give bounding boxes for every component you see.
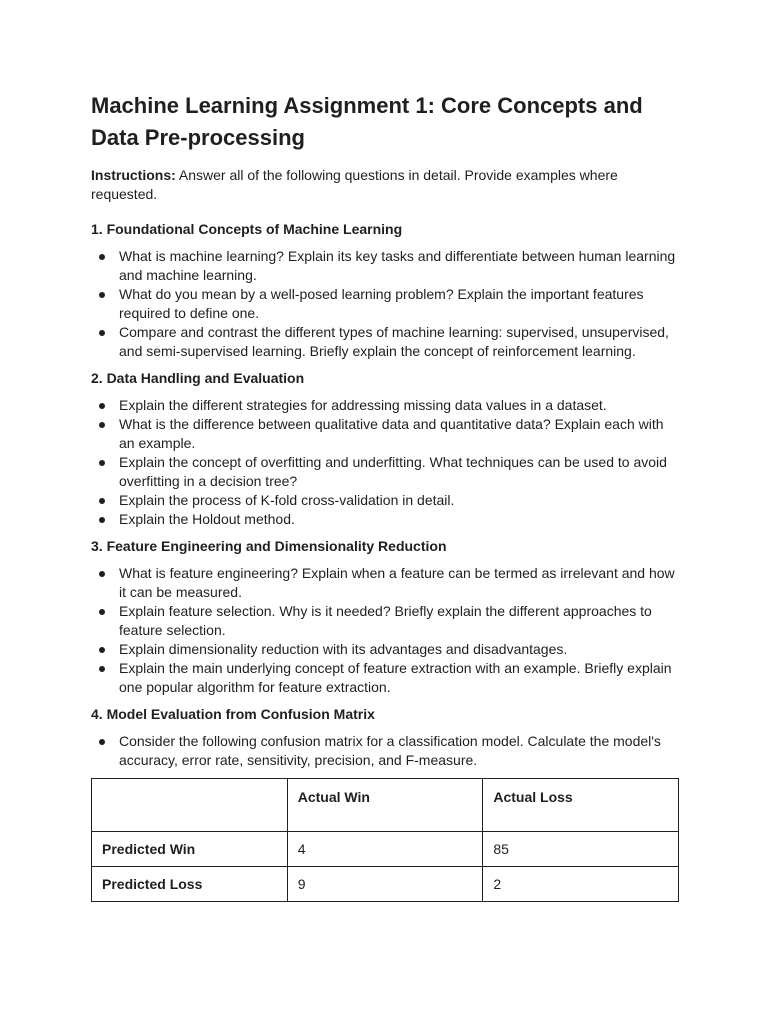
- table-header-cell: Actual Win: [287, 779, 483, 832]
- bullet-icon: [99, 739, 105, 745]
- list-item-text: Explain dimensionality reduction with its advantages and disadvantages.: [119, 641, 568, 657]
- list-item: [91, 640, 681, 659]
- list-item-text: What is the difference between qualitative data and quantitative data? Explain each with an example.: [119, 416, 664, 451]
- list-item: [91, 564, 681, 602]
- list-item-text: Explain the process of K-fold cross-validation in detail.: [119, 492, 455, 508]
- list-item-text: Consider the following confusion matrix for a classification model. Calculate the model's accuracy, error rate, sensitivity, precision, and F-measure.: [119, 733, 661, 768]
- list-item-text: What is machine learning? Explain its key tasks and differentiate between human learning and machine learning.: [119, 248, 676, 283]
- section-heading-1: 1. Foundational Concepts of Machine Learning: [91, 221, 403, 237]
- bullet-icon: [99, 498, 105, 504]
- table-header-row: [92, 779, 679, 832]
- bullet-icon: [99, 647, 105, 653]
- instructions-text: Answer all of the following questions in detail. Provide examples where requested.: [91, 167, 618, 202]
- list-item-text: What do you mean by a well-posed learning problem? Explain the important features required to define one.: [119, 286, 644, 321]
- instructions-paragraph: [91, 166, 681, 204]
- table-cell: 9: [287, 867, 483, 902]
- list-item: [91, 415, 681, 453]
- list-item: [91, 247, 681, 285]
- table-row-label: Predicted Win: [92, 832, 288, 867]
- bullet-icon: [99, 460, 105, 466]
- section-4-list: [91, 732, 681, 770]
- list-item: [91, 323, 681, 361]
- table-header-cell: Actual Loss: [483, 779, 679, 832]
- list-item-text: Explain the main underlying concept of feature extraction with an example. Briefly explain one popular algorithm for feature extraction.: [119, 660, 672, 695]
- table-row: [92, 867, 679, 902]
- bullet-icon: [99, 254, 105, 260]
- section-2-list: [91, 396, 681, 529]
- table-row: [92, 832, 679, 867]
- list-item: [91, 510, 681, 529]
- section-1-list: [91, 247, 681, 361]
- section-heading-4: 4. Model Evaluation from Confusion Matrix: [91, 706, 375, 722]
- list-item-text: What is feature engineering? Explain when a feature can be termed as irrelevant and how it can be measured.: [119, 565, 675, 600]
- bullet-icon: [99, 422, 105, 428]
- list-item: [91, 396, 681, 415]
- section-heading-3: 3. Feature Engineering and Dimensionality Reduction: [91, 538, 447, 554]
- table-header-cell: [92, 779, 288, 832]
- list-item: [91, 491, 681, 510]
- list-item-text: Explain the concept of overfitting and underfitting. What techniques can be used to avoid overfitting in a decision tree?: [119, 454, 667, 489]
- table-cell: 85: [483, 832, 679, 867]
- table-row-label: Predicted Loss: [92, 867, 288, 902]
- bullet-icon: [99, 571, 105, 577]
- assignment-document: [91, 90, 681, 902]
- list-item-text: Explain the different strategies for addressing missing data values in a dataset.: [119, 397, 607, 413]
- list-item: [91, 453, 681, 491]
- section-heading-2: 2. Data Handling and Evaluation: [91, 370, 305, 386]
- table-cell: 4: [287, 832, 483, 867]
- table-cell: 2: [483, 867, 679, 902]
- page-title: Machine Learning Assignment 1: Core Concepts and Data Pre-processing: [91, 93, 643, 150]
- list-item-text: Explain feature selection. Why is it needed? Briefly explain the different approaches to feature selection.: [119, 603, 652, 638]
- bullet-icon: [99, 517, 105, 523]
- section-3-list: [91, 564, 681, 697]
- confusion-matrix-table: [91, 778, 679, 902]
- bullet-icon: [99, 330, 105, 336]
- bullet-icon: [99, 292, 105, 298]
- bullet-icon: [99, 403, 105, 409]
- list-item-text: Compare and contrast the different types of machine learning: supervised, unsupervised, and semi-supervised learning. Briefly explain the concept of reinforcement learning.: [119, 324, 669, 359]
- list-item: [91, 732, 681, 770]
- list-item: [91, 285, 681, 323]
- bullet-icon: [99, 609, 105, 615]
- instructions-lead: Instructions:: [91, 167, 176, 183]
- list-item: [91, 659, 681, 697]
- list-item: [91, 602, 681, 640]
- bullet-icon: [99, 666, 105, 672]
- list-item-text: Explain the Holdout method.: [119, 511, 295, 527]
